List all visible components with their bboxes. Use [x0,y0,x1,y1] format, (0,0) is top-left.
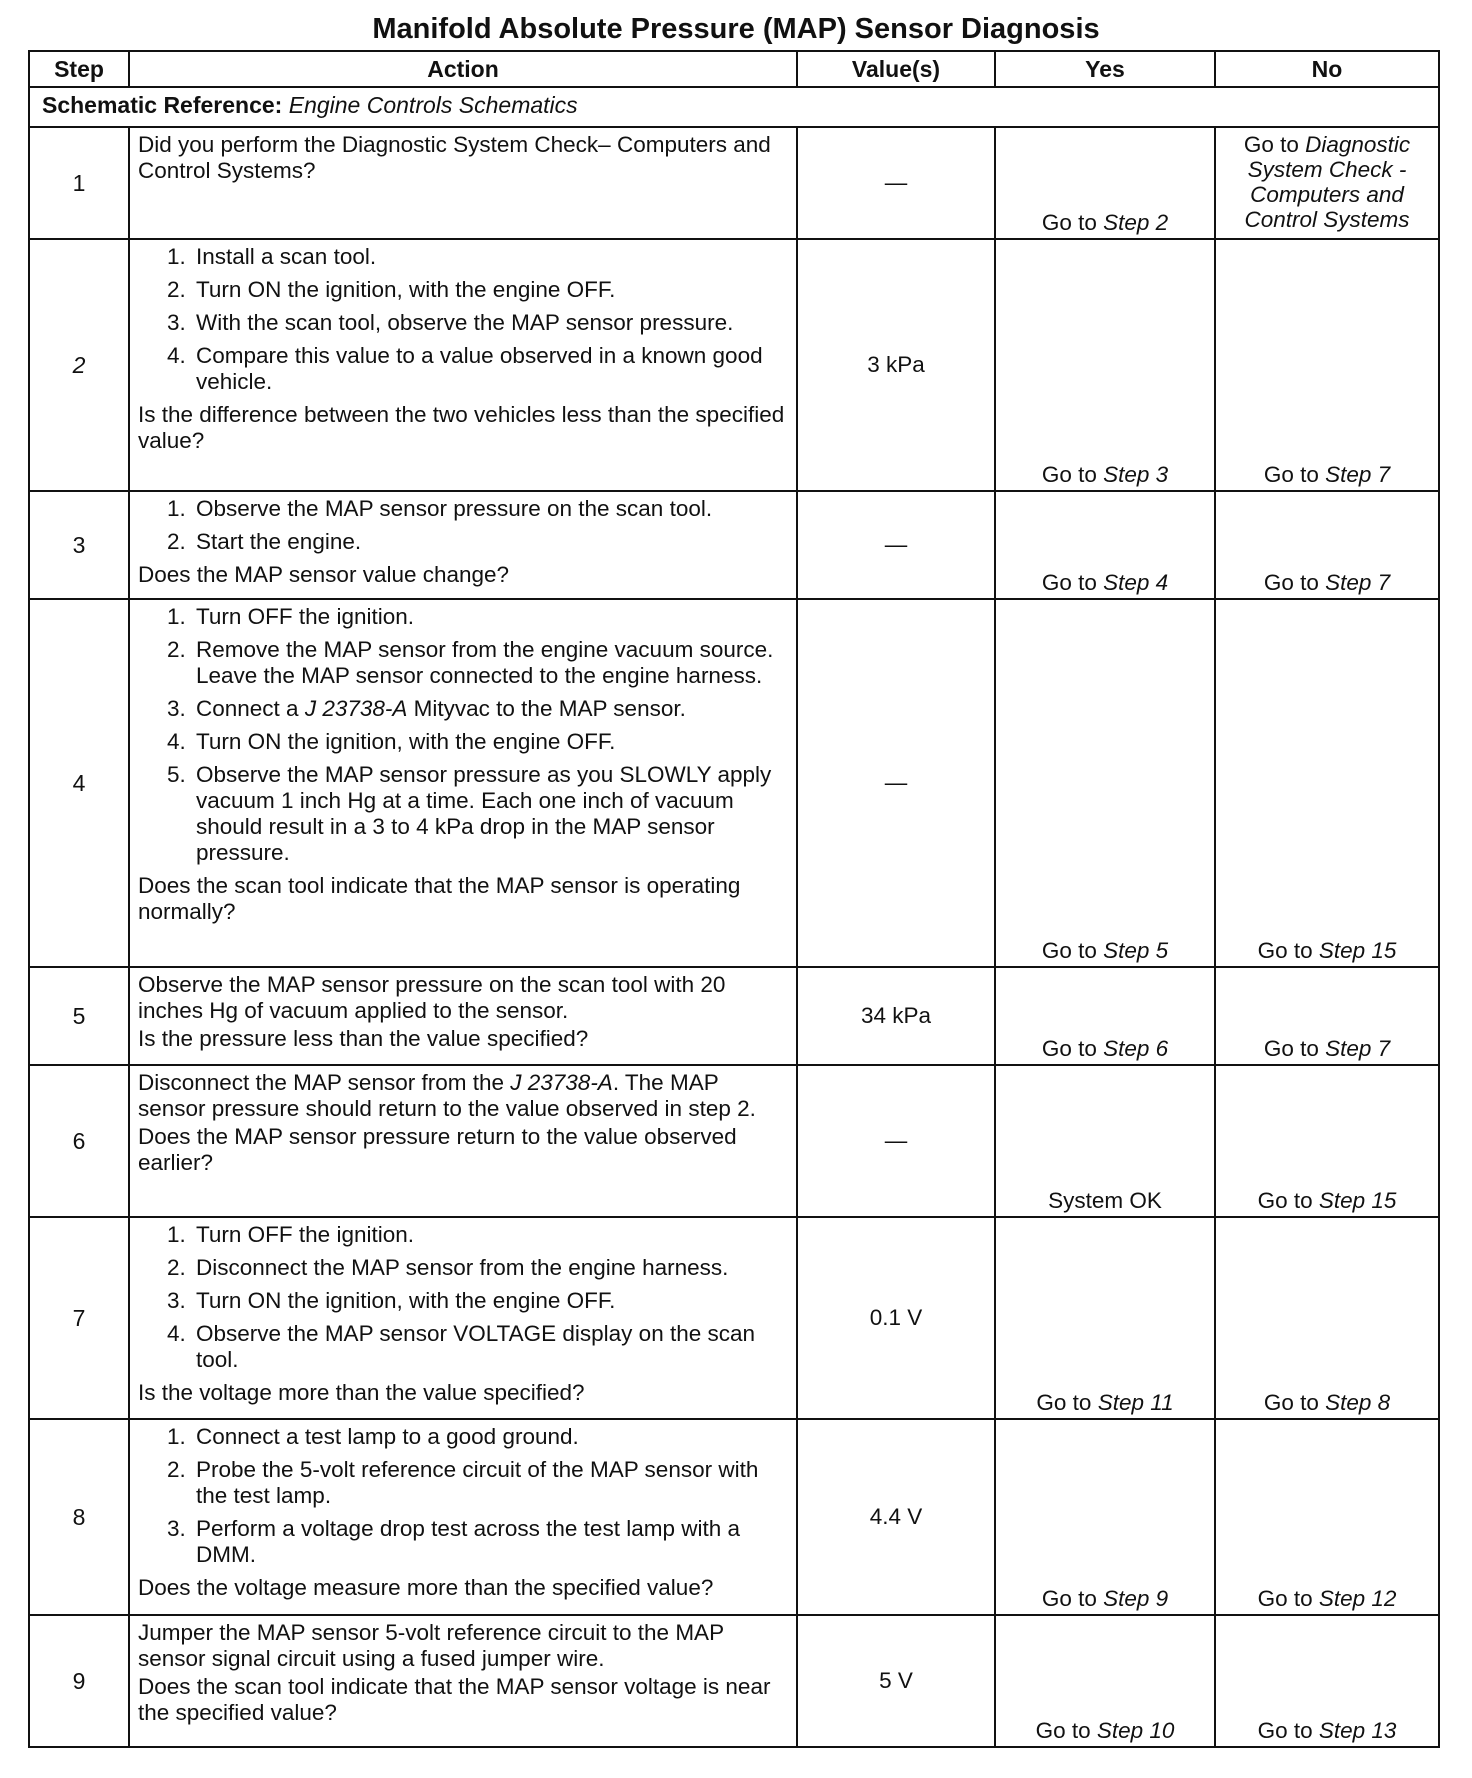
table-row [29,1065,1439,1217]
action-step-item: 4. Observe the MAP sensor VOLTAGE display on the scan tool. [192,1321,788,1373]
action-question: Does the voltage measure more than the specified value? [138,1575,714,1600]
action-question: Does the scan tool indicate that the MAP sensor voltage is near the specified value? [138,1674,771,1725]
action-steps-list [138,604,788,866]
header-values: Value(s) [797,51,995,87]
schematic-label: Schematic Reference: [42,92,283,118]
action-text: Disconnect the MAP sensor from the J 23738-A. The MAP sensor pressure should return to the value observed in step 2. [138,1070,756,1121]
action-step-item: 1. Install a scan tool. [192,244,788,270]
yes-cell: Go to Step 5 [995,599,1215,967]
action-step-item: 2. Turn ON the ignition, with the engine OFF. [192,277,788,303]
no-cell: Go to Step 7 [1215,491,1439,599]
table-row [29,1419,1439,1615]
step-number: 3 [29,491,129,599]
yes-cell: System OK [995,1065,1215,1217]
action-text: Jumper the MAP sensor 5-volt reference circuit to the MAP sensor signal circuit using a fused jumper wire. [138,1620,724,1671]
schematic-reference-row [29,87,1439,127]
action-step-item: 3. Turn ON the ignition, with the engine OFF. [192,1288,788,1314]
value-cell: 0.1 V [797,1217,995,1419]
value-cell: — [797,1065,995,1217]
action-step-item: 3. Perform a voltage drop test across the test lamp with a DMM. [192,1516,788,1568]
value-cell: 5 V [797,1615,995,1747]
yes-cell: Go to Step 10 [995,1615,1215,1747]
no-cell: Go to Diagnostic System Check - Computers and Control Systems [1215,127,1439,239]
schematic-link: Engine Controls Schematics [288,92,578,118]
value-cell: — [797,599,995,967]
action-cell [129,127,797,239]
value-cell: 34 kPa [797,967,995,1065]
document-page [28,8,1444,1748]
yes-cell: Go to Step 9 [995,1419,1215,1615]
action-cell [129,239,797,491]
action-question: Is the pressure less than the value specified? [138,1026,589,1051]
step-number: 2 [29,239,129,491]
action-step-item: 2. Remove the MAP sensor from the engine vacuum source. Leave the MAP sensor connected to the engine harness. [192,637,788,689]
table-row [29,239,1439,491]
action-question: Does the MAP sensor value change? [138,562,510,587]
yes-cell: Go to Step 6 [995,967,1215,1065]
step-number: 4 [29,599,129,967]
action-question: Is the difference between the two vehicles less than the specified value? [138,402,785,453]
table-row [29,1615,1439,1747]
header-row [29,51,1439,87]
no-cell: Go to Step 12 [1215,1419,1439,1615]
action-text: Did you perform the Diagnostic System Check– Computers and Control Systems? [138,132,771,183]
action-step-item: 2. Disconnect the MAP sensor from the engine harness. [192,1255,788,1281]
yes-cell: Go to Step 3 [995,239,1215,491]
header-no: No [1215,51,1439,87]
no-cell: Go to Step 15 [1215,1065,1439,1217]
action-text: Observe the MAP sensor pressure on the scan tool with 20 inches Hg of vacuum applied to the sensor. [138,972,726,1023]
action-cell [129,1615,797,1747]
action-cell [129,491,797,599]
table-row [29,1217,1439,1419]
action-steps-list [138,1222,788,1373]
action-cell [129,1065,797,1217]
action-step-item: 1. Turn OFF the ignition. [192,1222,788,1248]
value-cell: 3 kPa [797,239,995,491]
action-step-item: 3. With the scan tool, observe the MAP sensor pressure. [192,310,788,336]
action-question: Does the scan tool indicate that the MAP sensor is operating normally? [138,873,741,924]
action-step-item: 4. Turn ON the ignition, with the engine OFF. [192,729,788,755]
table-row [29,599,1439,967]
schematic-reference [29,87,1439,127]
header-step: Step [29,51,129,87]
value-cell: — [797,127,995,239]
document-title: Manifold Absolute Pressure (MAP) Sensor Diagnosis [372,13,1100,45]
action-question: Does the MAP sensor pressure return to the value observed earlier? [138,1124,737,1175]
action-step-item: 1. Observe the MAP sensor pressure on the scan tool. [192,496,788,522]
no-cell: Go to Step 7 [1215,967,1439,1065]
value-cell: — [797,491,995,599]
action-step-item: 2. Start the engine. [192,529,788,555]
no-cell: Go to Step 7 [1215,239,1439,491]
action-cell [129,1419,797,1615]
action-step-item: 2. Probe the 5-volt reference circuit of the MAP sensor with the test lamp. [192,1457,788,1509]
action-step-item: 5. Observe the MAP sensor pressure as you SLOWLY apply vacuum 1 inch Hg at a time. Each one inch of vacuum should result in a 3 to 4 kPa drop in the MAP sensor pressure. [192,762,788,866]
action-step-item: 1. Turn OFF the ignition. [192,604,788,630]
action-question: Is the voltage more than the value specified? [138,1380,585,1405]
action-step-item: 3. Connect a J 23738-A Mityvac to the MAP sensor. [192,696,788,722]
action-steps-list [138,1424,788,1568]
step-number: 8 [29,1419,129,1615]
yes-cell: Go to Step 2 [995,127,1215,239]
table-row [29,491,1439,599]
step-number: 7 [29,1217,129,1419]
table-row [29,967,1439,1065]
yes-cell: Go to Step 4 [995,491,1215,599]
step-number: 1 [29,127,129,239]
step-number: 6 [29,1065,129,1217]
action-steps-list [138,496,788,555]
step-number: 5 [29,967,129,1065]
action-cell [129,967,797,1065]
action-steps-list [138,244,788,395]
step-number: 9 [29,1615,129,1747]
action-step-item: 1. Connect a test lamp to a good ground. [192,1424,788,1450]
header-yes: Yes [995,51,1215,87]
no-cell: Go to Step 15 [1215,599,1439,967]
table-row [29,127,1439,239]
header-action: Action [129,51,797,87]
no-cell: Go to Step 8 [1215,1217,1439,1419]
yes-cell: Go to Step 11 [995,1217,1215,1419]
action-cell [129,1217,797,1419]
diagnosis-table [28,50,1440,1748]
no-cell: Go to Step 13 [1215,1615,1439,1747]
action-cell [129,599,797,967]
value-cell: 4.4 V [797,1419,995,1615]
action-step-item: 4. Compare this value to a value observed in a known good vehicle. [192,343,788,395]
